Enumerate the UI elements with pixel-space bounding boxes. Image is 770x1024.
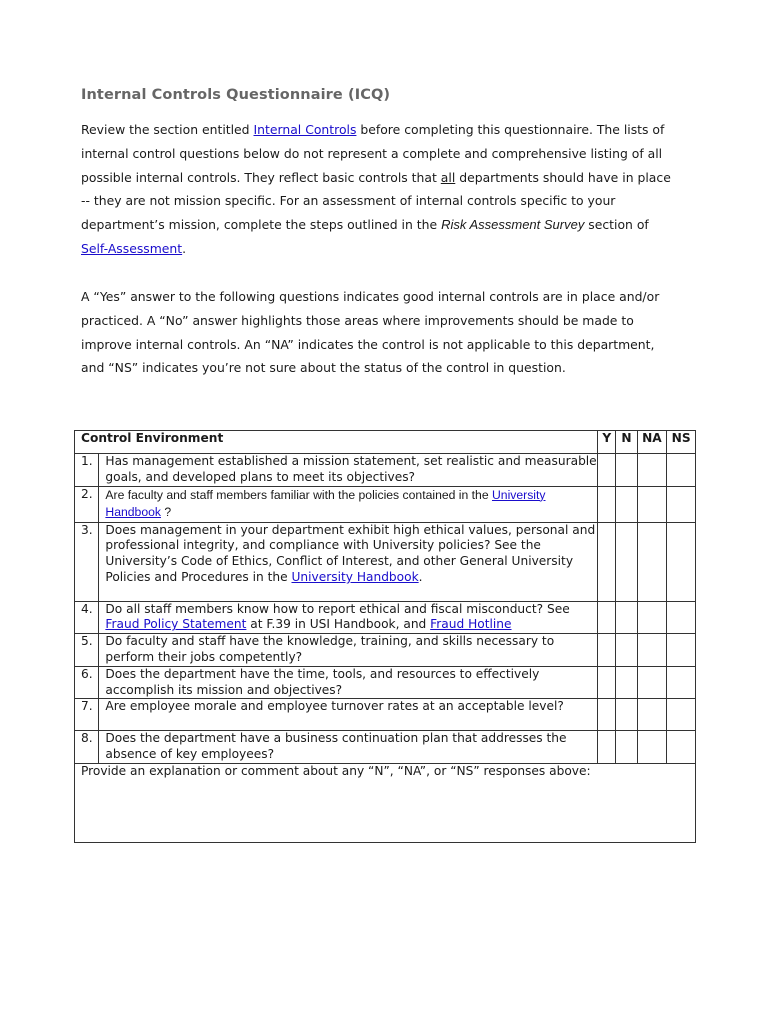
legend-line-1: A “Yes” answer to the following questions indicates good internal controls are in place and/or — [81, 289, 660, 304]
intro-line-1 — [81, 118, 701, 142]
question-text-part: Are faculty and staff members familiar with the policies contained in the — [105, 487, 492, 502]
self-assessment-link[interactable]: Self-Assessment — [81, 240, 183, 256]
answer-n-cell[interactable] — [616, 454, 637, 487]
question-number: 4. — [75, 601, 99, 634]
answer-na-cell[interactable] — [637, 601, 667, 634]
question-text-part: at F.39 in USI Handbook, and — [246, 617, 431, 632]
risk-assessment-survey-ref: Risk Assessment Survey — [441, 217, 585, 233]
intro-text: departments should have in place — [455, 169, 671, 185]
question-text: Does the department have the time, tools, and resources to effectively accomplish its mission and objectives? — [99, 666, 598, 699]
intro-text: department’s mission, complete the steps outlined in the — [81, 217, 442, 233]
intro-text: . — [182, 240, 187, 256]
answer-na-cell[interactable] — [637, 454, 667, 487]
legend-line-4: and “NS” indicates you’re not sure about the status of the control in question. — [81, 360, 566, 376]
emphasis-all: all — [440, 169, 456, 185]
answer-n-cell[interactable] — [616, 666, 637, 699]
question-number: 6. — [75, 666, 99, 699]
university-handbook-link[interactable]: University Handbook — [105, 487, 546, 519]
intro-line-4: -- they are not mission specific. For an assessment of internal controls specific to your — [81, 193, 616, 209]
intro-text: possible internal controls. They reflect basic controls that — [81, 169, 441, 185]
column-header-y: Y — [598, 431, 616, 454]
table-row — [75, 731, 696, 764]
answer-na-cell[interactable] — [637, 666, 667, 699]
question-text-part: Does management in your department exhibit high ethical values, personal and professional integrity, and compliance with University policies? See the University’s Code of Ethics, Conflict of Interest, and other General University Policies and Procedures in the — [105, 522, 596, 584]
answer-ns-cell[interactable] — [667, 699, 696, 731]
answer-y-cell[interactable] — [598, 699, 616, 731]
fraud-hotline-link[interactable]: Fraud Hotline — [430, 617, 512, 632]
answer-ns-cell[interactable] — [667, 634, 696, 667]
answer-n-cell[interactable] — [616, 699, 637, 731]
answer-y-cell[interactable] — [598, 634, 616, 667]
answer-ns-cell[interactable] — [667, 454, 696, 487]
comment-field[interactable] — [75, 763, 696, 842]
answer-n-cell[interactable] — [616, 634, 637, 667]
legend-paragraph — [81, 285, 701, 380]
answer-n-cell[interactable] — [616, 601, 637, 634]
question-text — [99, 522, 598, 601]
answer-y-cell[interactable] — [598, 522, 616, 601]
table-row — [75, 486, 696, 522]
answer-na-cell[interactable] — [637, 699, 667, 731]
column-header-n: N — [616, 431, 637, 454]
control-environment-table — [74, 430, 696, 843]
answer-n-cell[interactable] — [616, 731, 637, 764]
question-text: Does the department have a business continuation plan that addresses the absence of key employees? — [99, 731, 598, 764]
table-row — [75, 522, 696, 601]
question-text — [99, 486, 598, 522]
answer-y-cell[interactable] — [598, 486, 616, 522]
question-text-part: . — [418, 569, 423, 584]
answer-na-cell[interactable] — [637, 486, 667, 522]
intro-line-6 — [81, 237, 701, 261]
answer-ns-cell[interactable] — [667, 601, 696, 634]
table-row — [75, 666, 696, 699]
question-text-part: Do all staff members know how to report ethical and fiscal misconduct? See — [105, 601, 570, 616]
question-text: Are employee morale and employee turnover rates at an acceptable level? — [99, 699, 598, 731]
question-text: Has management established a mission statement, set realistic and measurable goals, and developed plans to meet its objectives? — [99, 454, 598, 487]
question-number: 3. — [75, 522, 99, 601]
question-text-part: ? — [160, 504, 172, 519]
answer-y-cell[interactable] — [598, 666, 616, 699]
comment-row — [75, 763, 696, 842]
intro-text: before completing this questionnaire. The lists of — [356, 122, 665, 137]
table-row — [75, 454, 696, 487]
intro-line-3 — [81, 166, 701, 190]
question-number: 2. — [75, 486, 99, 522]
question-number: 7. — [75, 699, 99, 731]
answer-na-cell[interactable] — [637, 634, 667, 667]
intro-line-5 — [81, 213, 701, 237]
answer-y-cell[interactable] — [598, 731, 616, 764]
intro-text: section of — [584, 217, 649, 233]
answer-ns-cell[interactable] — [667, 486, 696, 522]
question-number: 5. — [75, 634, 99, 667]
table-row — [75, 699, 696, 731]
fraud-policy-statement-link[interactable]: Fraud Policy Statement — [105, 617, 247, 632]
legend-line-2: practiced. A “No” answer highlights those areas where improvements should be made to — [81, 312, 634, 328]
answer-y-cell[interactable] — [598, 454, 616, 487]
table-row — [75, 634, 696, 667]
question-text — [99, 601, 598, 634]
question-number: 8. — [75, 731, 99, 764]
answer-na-cell[interactable] — [637, 522, 667, 601]
table-row — [75, 601, 696, 634]
answer-ns-cell[interactable] — [667, 666, 696, 699]
intro-text: Review the section entitled — [81, 122, 254, 137]
answer-n-cell[interactable] — [616, 486, 637, 522]
comment-prompt: Provide an explanation or comment about any “N”, “NA”, or “NS” responses above: — [81, 763, 591, 778]
answer-y-cell[interactable] — [598, 601, 616, 634]
legend-line-3: improve internal controls. An “NA” indicates the control is not applicable to this department, — [81, 336, 655, 352]
answer-ns-cell[interactable] — [667, 731, 696, 764]
university-handbook-link[interactable]: University Handbook — [291, 569, 419, 584]
table-header-row — [75, 431, 696, 454]
document-title: Internal Controls Questionnaire (ICQ) — [81, 87, 391, 103]
column-header-ns: NS — [667, 431, 696, 454]
internal-controls-link[interactable]: Internal Controls — [253, 122, 357, 137]
answer-ns-cell[interactable] — [667, 522, 696, 601]
intro-paragraph — [81, 118, 701, 261]
question-text: Do faculty and staff have the knowledge, training, and skills necessary to perform their jobs competently? — [99, 634, 598, 667]
answer-n-cell[interactable] — [616, 522, 637, 601]
answer-na-cell[interactable] — [637, 731, 667, 764]
question-number: 1. — [75, 454, 99, 487]
column-header-na: NA — [637, 431, 667, 454]
section-title: Control Environment — [75, 431, 598, 454]
intro-line-2: internal control questions below do not represent a complete and comprehensive listing of all — [81, 145, 663, 161]
